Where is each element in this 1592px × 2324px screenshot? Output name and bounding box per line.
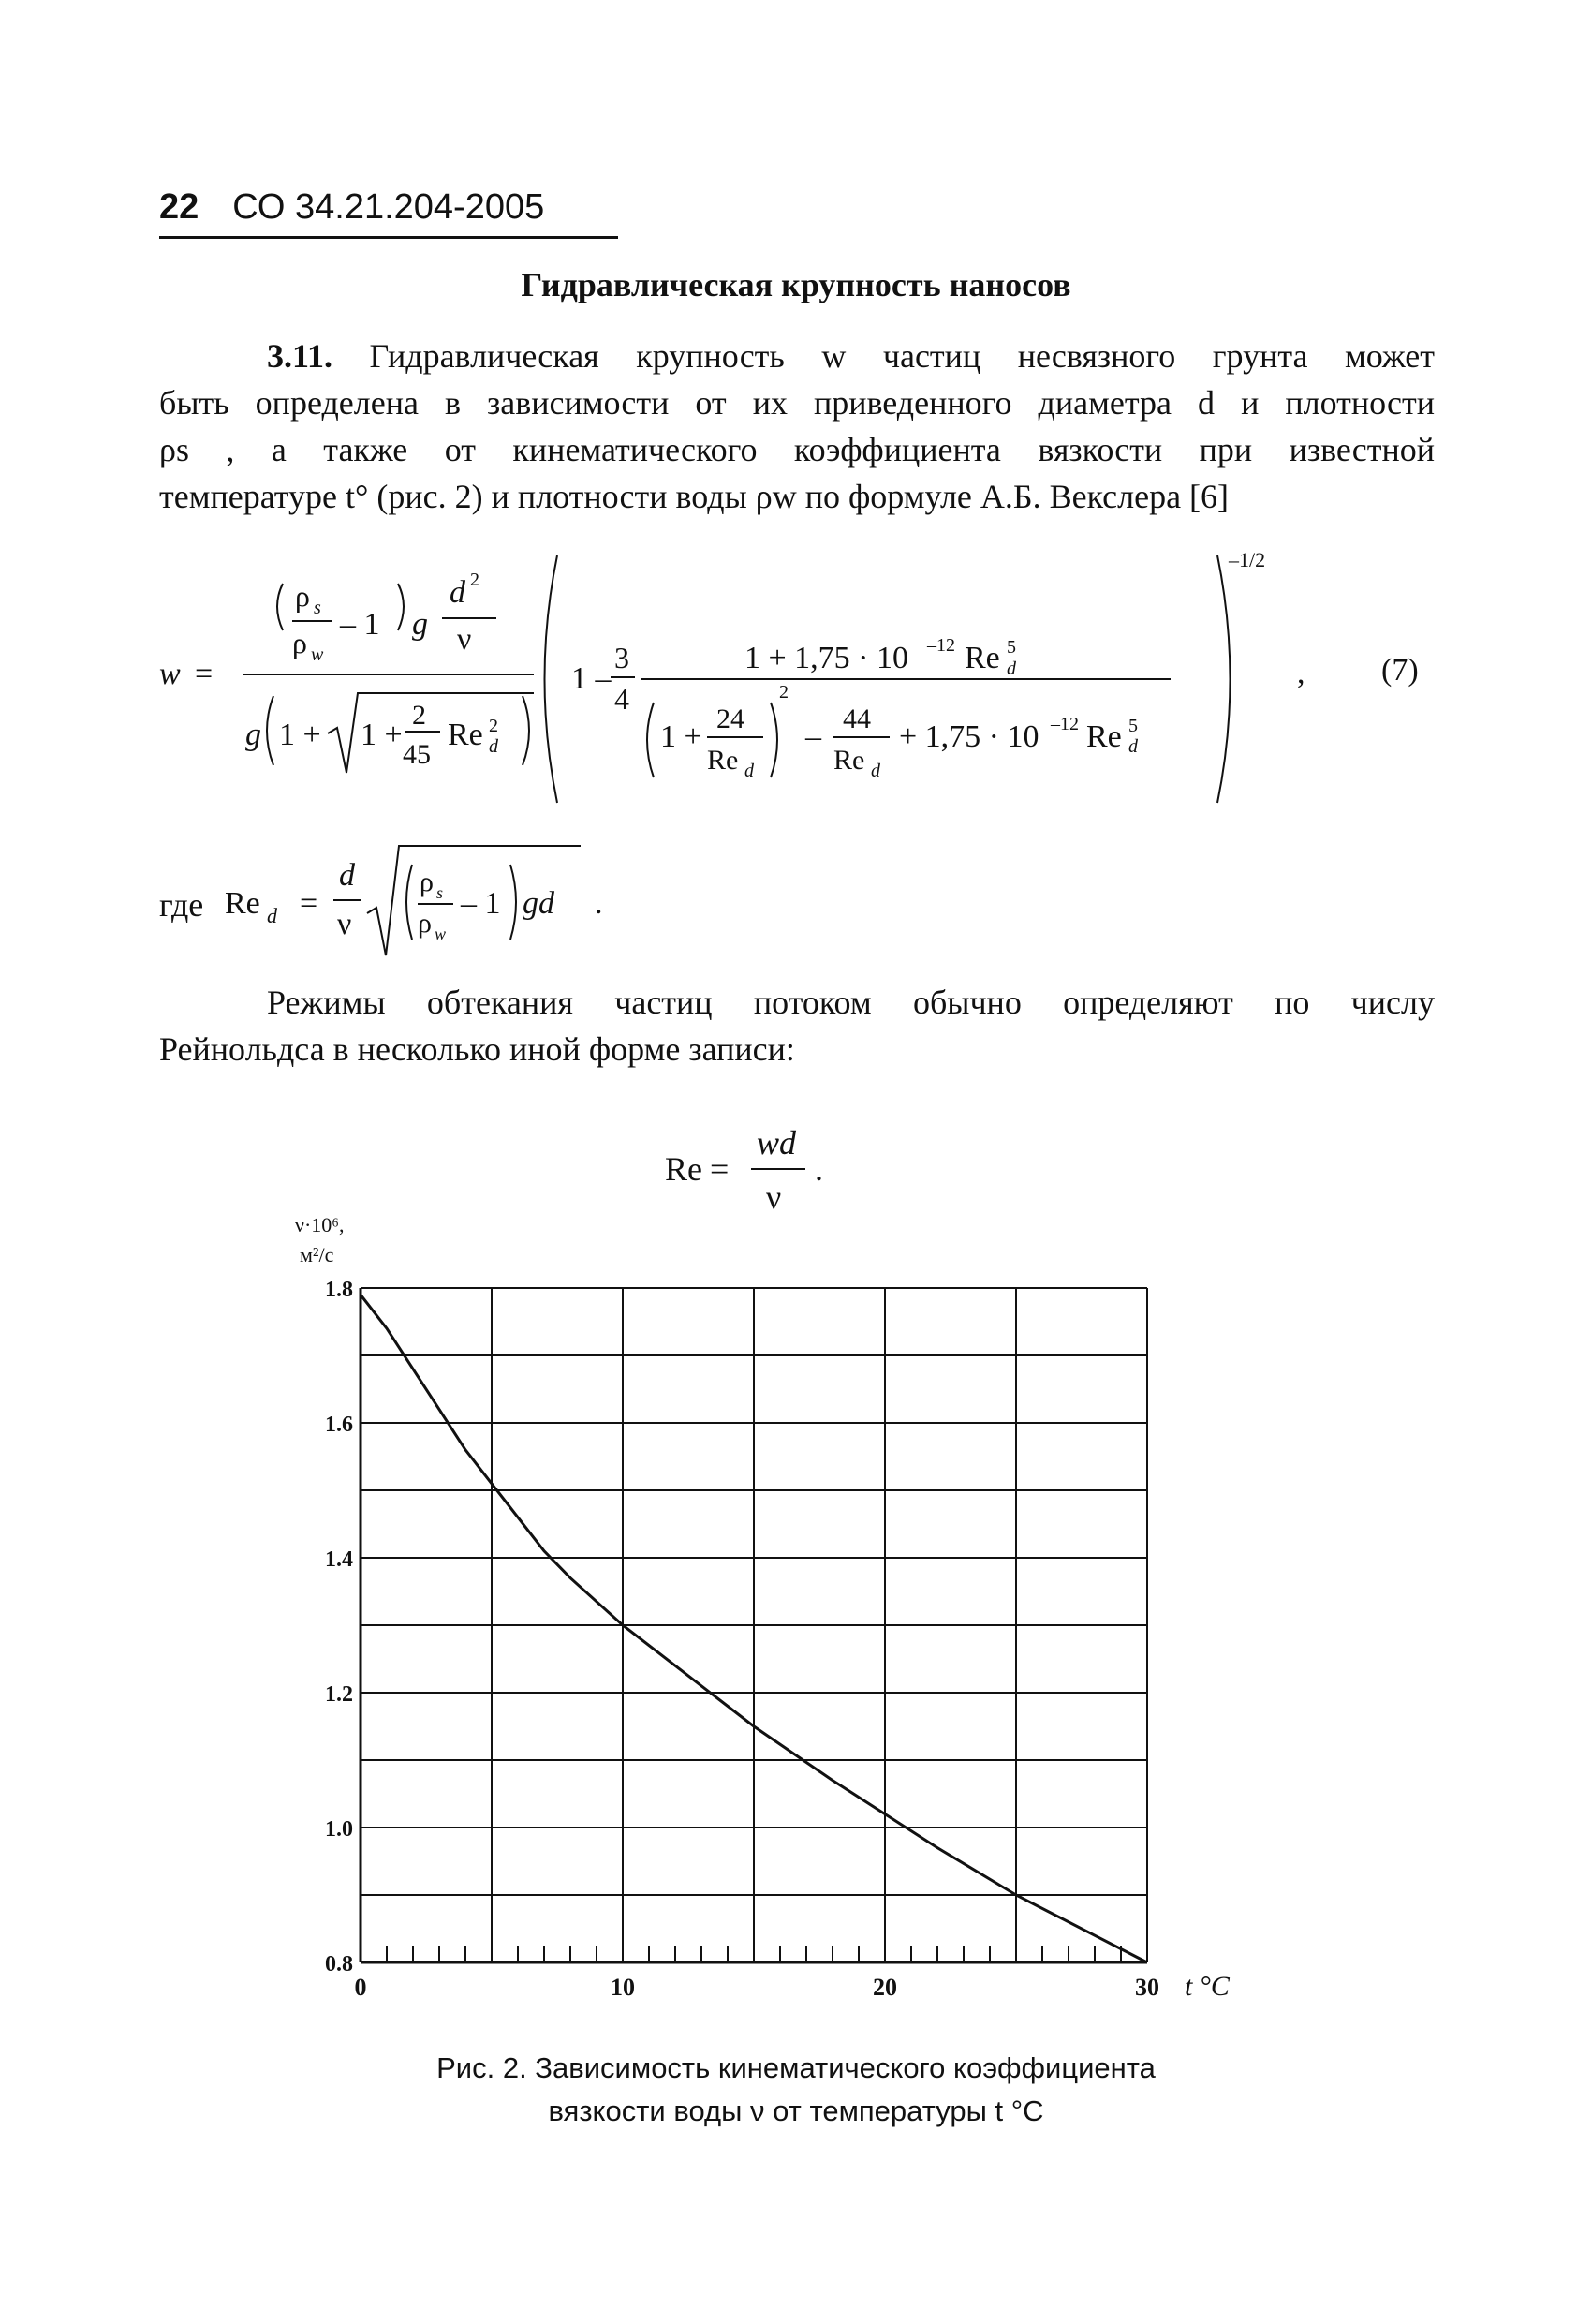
svg-text:ρ: ρ [418,908,432,939]
svg-text:w: w [159,657,181,691]
svg-text:d: d [450,575,465,610]
paragraph-line [159,333,1435,379]
svg-text:d: d [489,736,498,757]
svg-text:=: = [300,886,318,921]
reynolds-d-formula [225,838,656,979]
svg-text:gd: gd [523,886,554,921]
y-axis-unit: м²/с [300,1243,334,1266]
document-code: СО 34.21.204-2005 [232,187,545,227]
svg-text:1 +: 1 + [660,719,702,754]
svg-text:s: s [314,598,321,618]
svg-text:3: 3 [614,641,629,674]
svg-text:w: w [311,644,324,665]
svg-text:g: g [245,718,261,752]
svg-text:2: 2 [412,700,426,731]
svg-text:Re: Re [225,886,260,921]
x-tick-label: 20 [873,1974,897,2001]
svg-text:s: s [436,883,444,902]
svg-text:4: 4 [614,682,629,716]
figure-caption-line-2: вязкости воды ν от температуры t °C [548,2095,1044,2127]
paragraph-line: быть определена в зависимости от их приведенного диаметра d и плотности [159,384,1435,422]
running-header [159,187,544,228]
svg-text:–: – [805,719,821,754]
y-tick-label: 1.8 [325,1278,353,1302]
y-tick-label: 1.0 [325,1817,353,1842]
header-rule [159,236,618,239]
svg-text:Re: Re [707,745,739,776]
svg-text:.: . [595,886,603,921]
svg-text:d: d [1128,736,1138,757]
svg-text:.: . [815,1150,823,1188]
svg-text:2: 2 [489,716,498,736]
svg-text:Re: Re [965,641,1000,675]
paragraph-line: Рейнольдса в несколько иной форме записи: [159,1030,795,1068]
svg-text:44: 44 [843,703,871,734]
paragraph-line: ρs , а также от кинематического коэффициента вязкости при известной [159,431,1435,468]
svg-text:ν: ν [766,1178,782,1216]
svg-text:1 –: 1 – [571,661,612,696]
viscosity-curve [361,1295,1147,1962]
x-axis-label: t °C [1185,1971,1230,2002]
svg-text:–1/2: –1/2 [1229,548,1266,571]
svg-text:=: = [710,1150,730,1188]
svg-text:–12: –12 [927,635,955,656]
svg-text:– 1: – 1 [461,886,501,921]
svg-text:5: 5 [1128,716,1138,736]
svg-text:g: g [412,607,428,642]
page-number: 22 [159,187,199,227]
svg-text:Re: Re [1086,719,1122,754]
svg-text:ν: ν [337,907,352,941]
paragraph-line: Режимы обтекания частиц потоком обычно определяют по числу [267,984,1435,1021]
where-label: где [159,886,204,924]
clause-number: 3.11. [267,337,333,375]
formula-comma: , [1297,656,1305,690]
svg-text:ρ: ρ [292,626,307,659]
y-tick-label: 1.6 [325,1413,353,1437]
svg-text:ν: ν [457,622,472,657]
reynolds-formula [656,1115,880,1227]
svg-text:d: d [339,858,355,893]
svg-text:1 +: 1 + [361,718,403,752]
svg-text:2: 2 [470,570,479,590]
svg-text:–12: –12 [1051,714,1079,734]
y-tick-label: 1.2 [325,1682,353,1707]
svg-text:45: 45 [403,739,431,770]
y-axis-label: ν·10⁶, [295,1213,345,1236]
x-tick-label: 0 [354,1974,367,2001]
svg-text:1 +: 1 + [279,718,321,752]
y-tick-label: 1.4 [325,1547,353,1572]
svg-text:=: = [195,657,214,691]
section-title: Гидравлическая крупность наносов [521,266,1071,303]
svg-text:Re: Re [448,718,483,752]
svg-text:d: d [1007,659,1016,679]
svg-text:– 1: – 1 [340,607,380,642]
svg-text:wd: wd [757,1124,797,1162]
figure-caption-line-1: Рис. 2. Зависимость кинематического коэффициента [436,2051,1156,2084]
formula-7 [140,548,1452,820]
svg-text:Re: Re [833,745,865,776]
svg-text:d: d [871,761,880,781]
svg-text:2: 2 [779,682,789,703]
y-tick-label: 0.8 [325,1952,353,1976]
svg-text:1 + 1,75 · 10: 1 + 1,75 · 10 [744,641,908,675]
svg-text:5: 5 [1007,637,1016,658]
svg-text:24: 24 [716,703,744,734]
paragraph-text: Гидравлическая крупность w частиц несвязного грунта может [369,337,1436,375]
x-tick-label: 10 [611,1974,635,2001]
equation-number: (7) [1381,653,1419,688]
paragraph-reynolds [159,979,1435,1073]
x-tick-label: 30 [1135,1974,1159,2001]
svg-text:ρ: ρ [295,579,310,613]
svg-text:w: w [435,925,447,943]
svg-text:+ 1,75 · 10: + 1,75 · 10 [899,719,1039,754]
svg-text:d: d [267,904,277,927]
paragraph-3-11 [159,333,1435,520]
figure-caption [0,2047,1592,2133]
paragraph-line: температуре t° (рис. 2) и плотности воды ρw по формуле А.Б. Векслера [6] [159,478,1230,515]
svg-text:ρ: ρ [420,866,434,897]
svg-text:Re: Re [665,1150,702,1188]
svg-text:d: d [744,761,754,781]
